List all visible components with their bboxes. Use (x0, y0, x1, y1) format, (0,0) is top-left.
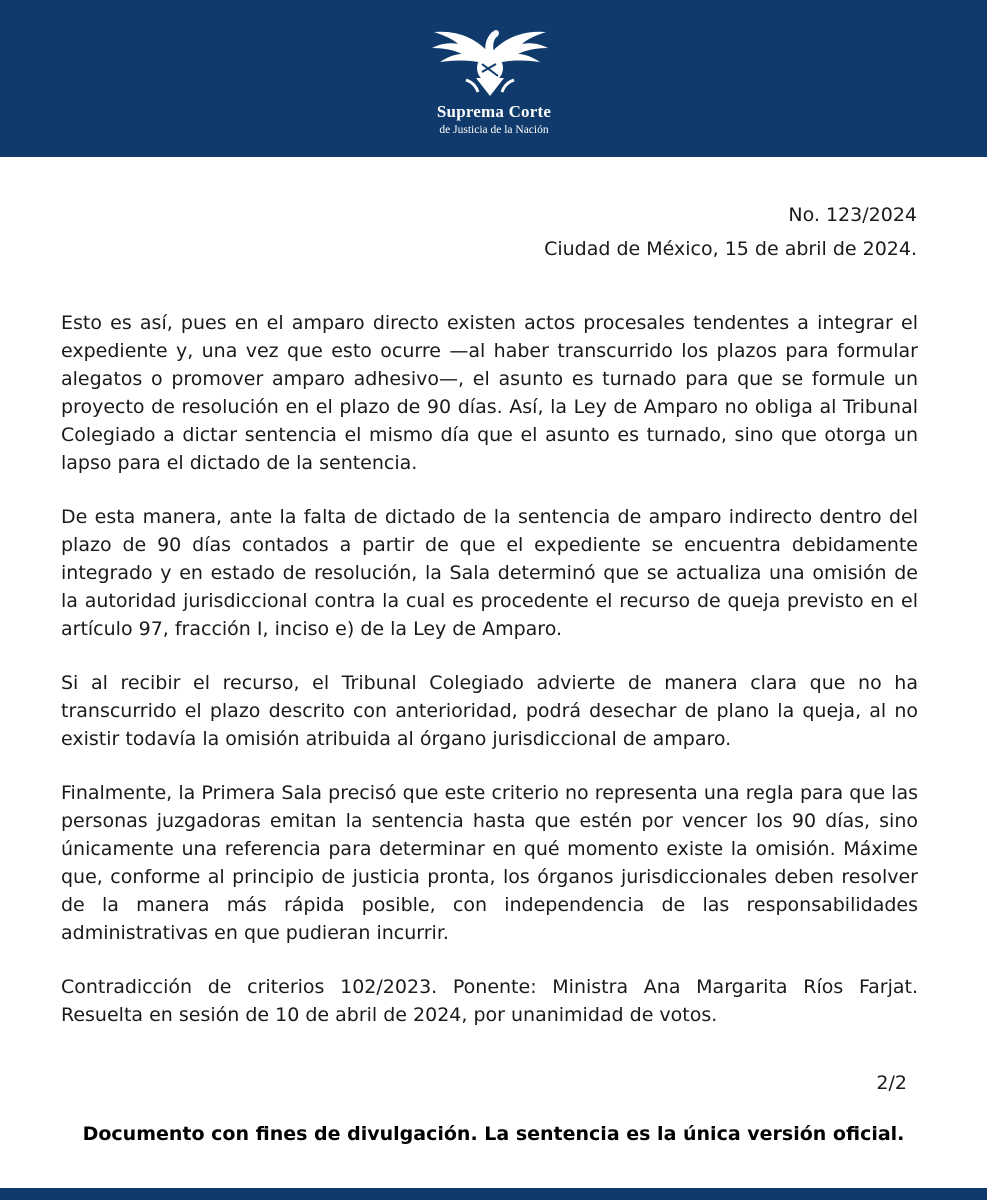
paragraph: Contradicción de criterios 102/2023. Ponente: Ministra Ana Margarita Ríos Farjat. Resuelta en sesión de 10 de abril de 2024, por unanimidad de votos. (61, 976, 918, 1026)
paragraph: Si al recibir el recurso, el Tribunal Colegiado advierte de manera clara que no ha transcurrido el plazo descrito con anterioridad, podrá desechar de plano la queja, al no existir todavía la omisión atribuida al órgano jurisdiccional de amparo. (61, 672, 918, 750)
paragraph: Esto es así, pues en el amparo directo existen actos procesales tendentes a integrar el expediente y, una vez que esto ocurre —al haber transcurrido los plazos para formular alegatos o promover amparo adhesivo—, el asunto es turnado para que se formule un proyecto de resolución en el plazo de 90 días. Así, la Ley de Amparo no obliga al Tribunal Colegiado a dictar sentencia el mismo día que el asunto es turnado, sino que otorga un lapso para el dictado de la sentencia. (61, 312, 918, 474)
header-banner (0, 0, 987, 157)
institution-name (394, 102, 594, 138)
document-number: No. 123/2024 (788, 204, 917, 226)
institution-name-line1: Suprema Corte (436, 102, 552, 121)
document-meta (544, 198, 917, 266)
institution-name-line2: de Justicia de la Nación (439, 124, 549, 136)
document-place-date: Ciudad de México, 15 de abril de 2024. (544, 238, 917, 260)
page-number: 2/2 (876, 1072, 907, 1094)
paragraph: Finalmente, la Primera Sala precisó que este criterio no representa una regla para que las personas juzgadoras emitan la sentencia hasta que estén por vencer los 90 días, sino únicamente una referencia para determinar en qué momento existe la omisión. Máxime que, conforme al principio de justicia pronta, los órganos jurisdiccionales deben resolver de la manera más rápida posible, con independencia de las responsabilidades administrativas en que pudieran incurrir. (61, 782, 918, 944)
disclaimer: Documento con fines de divulgación. La sentencia es la única versión oficial. (82, 1123, 905, 1145)
paragraph: De esta manera, ante la falta de dictado de la sentencia de amparo indirecto dentro del plazo de 90 días contados a partir de que el expediente se encuentra debidamente integrado y en estado de resolución, la Sala determinó que se actualiza una omisión de la autoridad jurisdiccional contra la cual es procedente el recurso de queja previsto en el artículo 97, fracción I, inciso e) de la Ley de Amparo. (61, 506, 918, 640)
footer-bar (0, 1188, 987, 1200)
document-body (61, 309, 918, 1055)
eagle-emblem-icon (420, 20, 560, 98)
